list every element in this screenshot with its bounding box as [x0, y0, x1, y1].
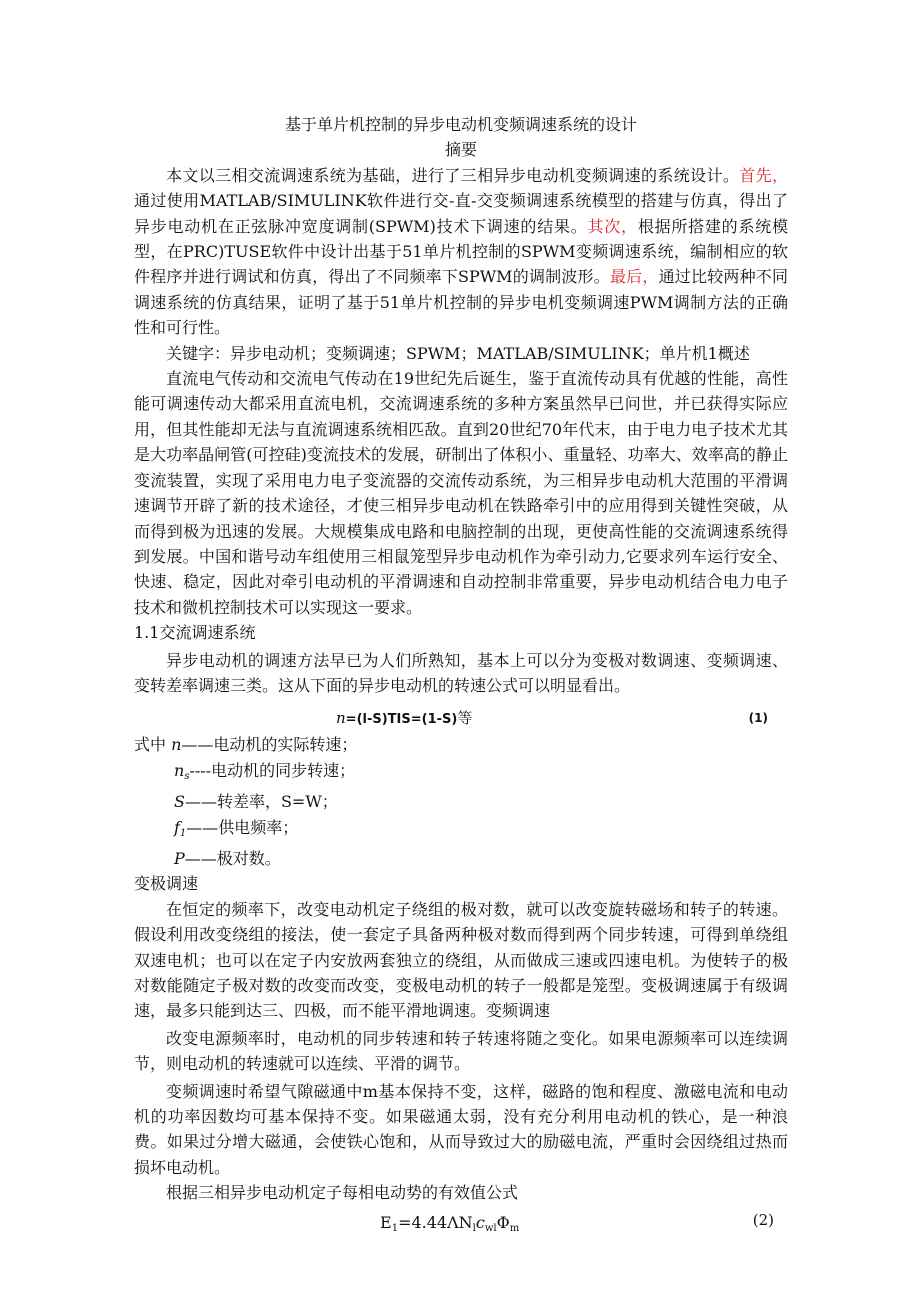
definition-prefix: 式中 — [134, 735, 167, 755]
definition-n — [134, 732, 788, 757]
abstract-paragraph — [134, 163, 788, 341]
abstract-text-2: 通过使用MATLAB/SIMULINK软件进行交-直-交变频调速系统模型的搭建与仿真，得出了异步电动机在正弦脉冲宽度调制(SPWM)技术下调速的结果。 — [134, 191, 788, 236]
freq-paragraph-3: 根据三相异步电动机定子每相电动势的有效值公式 — [166, 1183, 519, 1203]
equation-1-number: (1) — [748, 711, 768, 726]
equation-2-e-sub: 1 — [391, 1222, 399, 1234]
definition-ns — [174, 758, 788, 789]
abstract-marker-last: 最后， — [609, 267, 659, 287]
definition-n-symbol: n — [171, 735, 182, 755]
definition-s — [174, 789, 788, 814]
equation-1-body: =(l-S)TIS=(1-S) — [345, 712, 458, 728]
definition-n-text: ——电动机的实际转速； — [181, 735, 358, 755]
definition-s-text: ——转差率，S=W； — [184, 792, 338, 812]
section-heading-pole: 变极调速 — [134, 874, 199, 894]
equation-2-mid: =4.44ΛN — [398, 1212, 473, 1232]
keywords-line: 关键字：异步电动机；变频调速；SPWM；MATLAB/SIMULINK；单片机1概述 — [166, 343, 750, 363]
abstract-text-4: 通过比较两种不同调速系统的仿真结果，证明了基于51单片机控制的异步电机变频调速PWM调制方法的正确性和可行性。 — [134, 267, 788, 338]
freq-paragraph-2: 变频调速时希望气隙磁通中m基本保持不变，这样，磁路的饱和程度、激磁电流和电动机的功率因数均可基本保持不变。如果磁通太弱，没有充分利用电动机的铁心，是一种浪费。如果过分增大磁通，会使铁心饱和，从而导致过大的励磁电流，严重时会因绕组过热而损坏电动机。 — [134, 1081, 788, 1177]
equation-1 — [134, 706, 788, 732]
freq-paragraph-1: 改变电源频率时，电动机的同步转速和转子转速将随之变化。如果电源频率可以连续调节，则电动机的转速就可以连续、平滑的调节。 — [134, 1028, 788, 1074]
definition-f1-symbol: f — [174, 817, 180, 837]
equation-1-tail: 等 — [457, 709, 473, 728]
equation-2-number: (2) — [752, 1210, 774, 1229]
section-heading-1-1: 1.1交流调速系统 — [134, 623, 256, 643]
definition-f1-text: ——供电频率； — [186, 817, 299, 837]
definition-s-symbol: S — [174, 792, 185, 812]
equation-1-expression — [336, 706, 472, 732]
abstract-marker-second: 其次， — [587, 216, 638, 236]
equation-2-phi: Φ — [496, 1212, 510, 1232]
document-body — [134, 112, 788, 1236]
definition-f1 — [174, 815, 788, 846]
equation-2-n-sub: l — [472, 1222, 476, 1234]
abstract-text-1: 本文以三相交流调速系统为基础，进行了三相异步电动机变频调速的系统设计。 — [166, 165, 740, 185]
definition-ns-text: ----电动机的同步转速； — [189, 760, 356, 780]
section-1-1-paragraph: 异步电动机的调速方法早已为人们所熟知，基本上可以分为变极对数调速、变频调速、变转差率调速三类。这从下面的异步电动机的转速公式可以明显看出。 — [134, 650, 788, 695]
definition-p — [174, 846, 788, 871]
abstract-heading: 摘要 — [444, 140, 477, 160]
equation-1-symbol-n: n — [336, 709, 346, 728]
definition-f1-subscript: 1 — [179, 827, 187, 839]
equation-2 — [134, 1208, 788, 1236]
equation-2-c-sub: wl — [484, 1222, 497, 1234]
intro-paragraph: 直流电气传动和交流电气传动在19世纪先后诞生，鉴于直流传动具有优越的性能，高性能可调速传动大都采用直流电机，交流调速系统的多种方案虽然早已问世，并已获得实际应用，但其性能却无法与直流调速系统相匹敌。直到20世纪70年代末，由于电力电子技术尤其是大功率晶闸管(可控硅)变流技术的发展，研制出了体积小、重量轻、功率大、效率高的静止变流装置，实现了采用电力电子变流器的交流传动系统，为三相异步电动机大范围的平滑调速调节开辟了新的技术途径，才使三相异步电动机在铁路牵引中的应用得到关键性突破，从而得到极为迅速的发展。大规模集成电路和电脑控制的出现，更使高性能的交流调速系统得到发展。中国和谐号动车组使用三相鼠笼型异步电动机作为牵引动力,它要求列车运行安全、快速、稳定，因此对牵引电动机的平滑调速和自动控制非常重要，异步电动机结合电力电子技术和微机控制技术可以实现这一要求。 — [134, 369, 788, 617]
definition-p-symbol: P — [174, 848, 185, 868]
definition-ns-subscript: s — [184, 770, 190, 782]
equation-2-phi-sub: m — [509, 1222, 520, 1234]
pole-paragraph: 在恒定的频率下，改变电动机定子绕组的极对数，就可以改变旋转磁场和转子的转速。假设利用改变绕组的接法，使一套定子具备两种极对数而得到两个同步转速，可得到单绕组双速电机；也可以在定子内安放两套独立的绕组，从而做成三速或四速电机。为使转子的极对数能随定子极对数的改变而改变，变极电动机的转子一般都是笼型。变极调速属于有级调速，最多只能到达三、四极，而不能平滑地调速。变频调速 — [134, 899, 788, 1021]
document-title: 基于单片机控制的异步电动机变频调速系统的设计 — [284, 115, 637, 134]
equation-2-expression — [380, 1210, 519, 1241]
definition-ns-symbol: n — [174, 760, 185, 780]
equation-2-c: c — [475, 1212, 485, 1232]
abstract-marker-first: 首先， — [739, 165, 788, 185]
abstract-text-3: 根据所搭建的系统模型，在PRC)TUSE软件中设计出基于51单片机控制的SPWM变频调速系统，编制相应的软件程序并进行调试和仿真，得出了不同频率下SPWM的调制波形。 — [134, 216, 788, 287]
equation-2-e: E — [380, 1212, 392, 1232]
definition-p-text: ——极对数。 — [184, 848, 281, 868]
